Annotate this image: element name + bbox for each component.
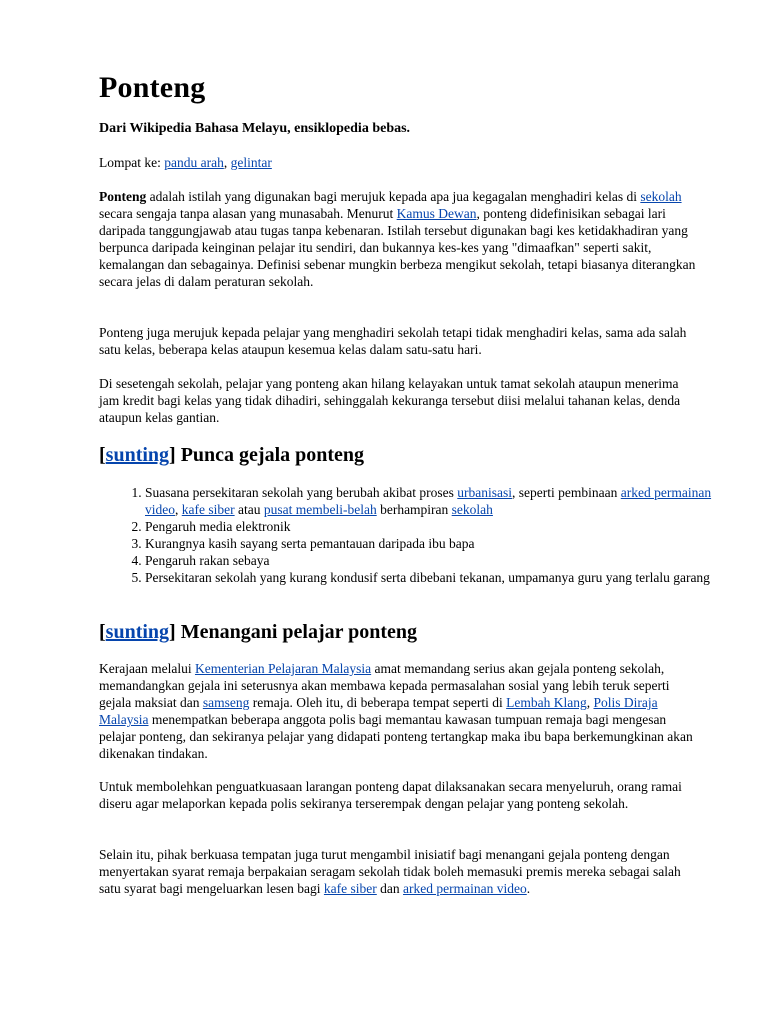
- list-item: 5. Persekitaran sekolah yang kurang kondusif serta dibebani tekanan, umpamanya guru yang terlalu garang: [145, 569, 745, 586]
- section-title: Punca gejala ponteng: [175, 444, 365, 466]
- edit-section-link[interactable]: sunting: [105, 444, 170, 466]
- intro-paragraph-3: Di sesetengah sekolah, pelajar yang ponteng akan hilang kelayakan untuk tamat sekolah ataupun menerima jam kredit bagi kelas yang tidak dihadiri, sehinggalah kekuranga tersebut diisi melalui tahanan kelas, denda ataupun kelas gantian.: [99, 376, 681, 425]
- text-run: remaja. Oleh itu, di beberapa tempat seperti di: [249, 695, 507, 710]
- causes-list: [99, 484, 745, 586]
- link-lembah-klang[interactable]: Lembah Klang: [506, 695, 587, 710]
- link-kamus-dewan[interactable]: Kamus Dewan: [396, 206, 477, 221]
- text-run: Suasana persekitaran sekolah yang berubah akibat proses: [145, 485, 458, 500]
- section2-paragraph-3: [99, 846, 699, 897]
- text-run: ,: [586, 695, 594, 710]
- search-link[interactable]: gelintar: [230, 155, 272, 170]
- link-sekolah[interactable]: sekolah: [451, 502, 493, 517]
- section-title: Menangani pelajar ponteng: [175, 621, 418, 643]
- text-run: adalah istilah yang digunakan bagi merujuk kepada apa jua kegagalan menghadiri kelas di: [146, 189, 641, 204]
- list-item: 3. Kurangnya kasih sayang serta pemantauan daripada ibu bapa: [145, 535, 745, 552]
- list-item: 4. Pengaruh rakan sebaya: [145, 552, 745, 569]
- link-arked-permainan-video[interactable]: arked permainan video: [403, 881, 527, 896]
- link-polis-diraja-malaysia[interactable]: Polis Diraja Malaysia: [99, 695, 658, 727]
- text-run: menempatkan beberapa anggota polis bagi memantau kawasan tumpuan remaja bagi mengesan pelajar ponteng, dan sekiranya pelajar yang didapati ponteng tertangkap maka ibu bapa berkemungkinan akan dikenakan tindakan.: [99, 712, 693, 761]
- term-bold: Ponteng: [99, 189, 147, 204]
- text-run: amat memandang serius akan gejala ponteng sekolah, memandangkan gejala ini seterusnya akan membawa kepada permasalahan sosial yang lebih teruk seperti gejala maksiat dan: [99, 661, 670, 710]
- jump-to-prefix: Lompat ke:: [99, 155, 165, 170]
- link-arked-permainan-video[interactable]: arked permainan video: [145, 485, 712, 517]
- page-subtitle: Dari Wikipedia Bahasa Melayu, ensiklopedia bebas.: [99, 121, 411, 136]
- link-samseng[interactable]: samseng: [202, 695, 250, 710]
- intro-paragraph-1: [99, 188, 699, 290]
- section-heading-menangani: [sunting] Menangani pelajar ponteng: [99, 621, 418, 643]
- link-pusat-membeli-belah[interactable]: pusat membeli-belah: [263, 502, 377, 517]
- edit-section-link[interactable]: sunting: [105, 621, 170, 643]
- intro-paragraph-2: Ponteng juga merujuk kepada pelajar yang menghadiri sekolah tetapi tidak menghadiri kelas, sama ada salah satu kelas, beberapa kelas ataupun kesemua kelas dalam satu-satu hari.: [99, 325, 687, 357]
- jump-separator: ,: [223, 155, 231, 170]
- list-item: [145, 484, 745, 518]
- list-item: 2. Pengaruh media elektronik: [145, 518, 745, 535]
- section2-paragraph-1: [99, 660, 699, 762]
- link-kafe-siber[interactable]: kafe siber: [323, 881, 377, 896]
- text-run: , ponteng didefinisikan sebagai lari daripada tanggungjawab atau tugas tanpa kebenaran. Istilah tersebut digunakan bagi kes ketidakhadiran yang berpunca daripada keinginan pelajar itu sendiri, dan bukannya kes-kes yang "dimaafkan" seperti sakit, kemalangan dan sebagainya. Definisi sebenar mungkin berbeza mengikut sekolah, tetapi biasanya diterangkan secara jelas di dalam peraturan sekolah.: [99, 206, 696, 289]
- navigation-link[interactable]: pandu arah: [164, 155, 224, 170]
- jump-to-bar: [99, 154, 699, 172]
- link-urbanisasi[interactable]: urbanisasi: [457, 485, 513, 500]
- text-run: , seperti pembinaan: [512, 485, 621, 500]
- link-sekolah[interactable]: sekolah: [640, 189, 682, 204]
- text-run: Kerajaan melalui: [99, 661, 195, 676]
- text-run: Selain itu, pihak berkuasa tempatan juga turut mengambil inisiatif bagi menangani gejala ponteng dengan menyertakan syarat remaja berpakaian seragam sekolah tidak boleh memasuki premis mereka sebagai salah satu syarat bagi mengeluarkan lesen bagi: [99, 847, 681, 896]
- text-run: secara sengaja tanpa alasan yang munasabah. Menurut: [99, 206, 397, 221]
- text-run: atau: [234, 502, 264, 517]
- link-kementerian-pelajaran-malaysia[interactable]: Kementerian Pelajaran Malaysia: [194, 661, 372, 676]
- text-run: berhampiran: [376, 502, 452, 517]
- section-heading-punca: [sunting] Punca gejala ponteng: [99, 444, 365, 466]
- text-run: .: [526, 881, 531, 896]
- text-run: dan: [376, 881, 404, 896]
- page-title: Ponteng: [99, 71, 206, 104]
- section2-paragraph-2: Untuk membolehkan penguatkuasaan larangan ponteng dapat dilaksanakan secara menyeluruh, orang ramai diseru agar melaporkan kepada polis sekiranya terserempak dengan pelajar yang ponteng sekolah.: [99, 779, 682, 811]
- link-kafe-siber[interactable]: kafe siber: [181, 502, 235, 517]
- text-run: ,: [175, 502, 182, 517]
